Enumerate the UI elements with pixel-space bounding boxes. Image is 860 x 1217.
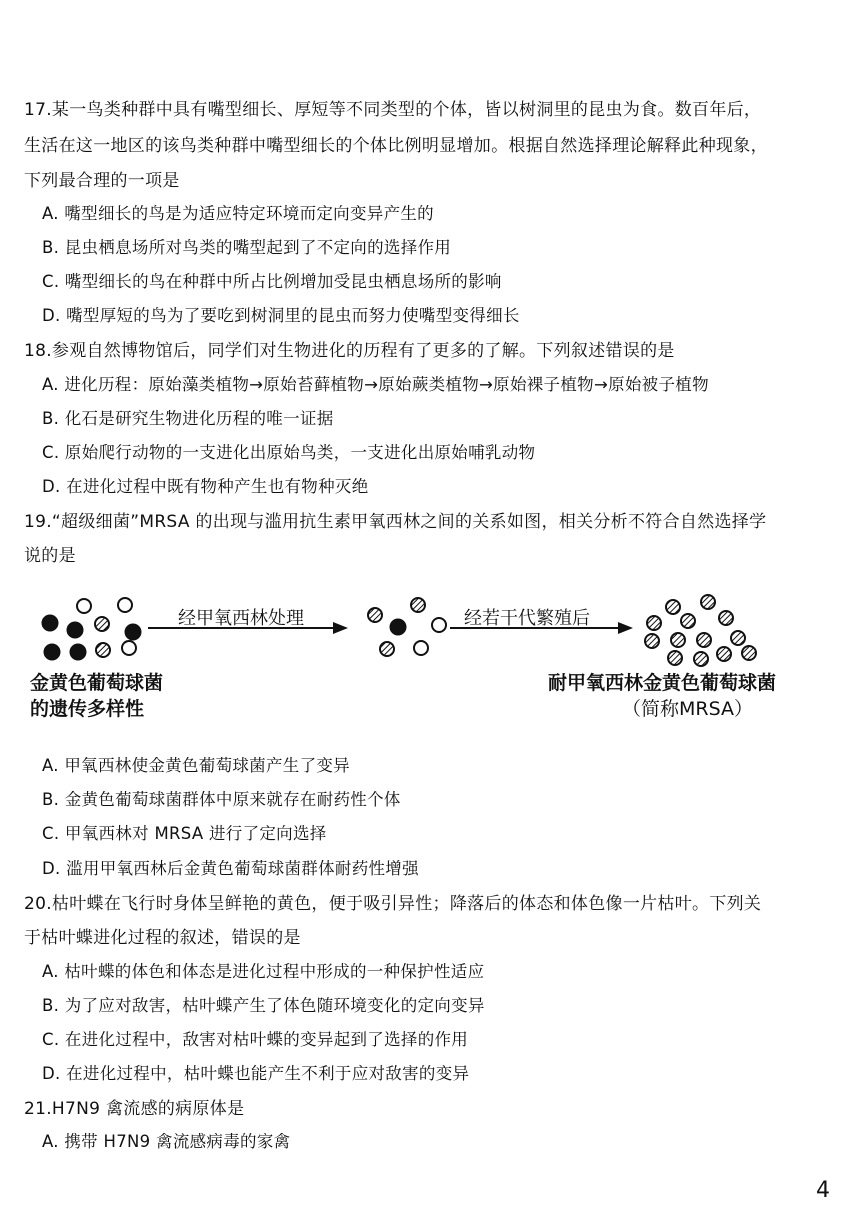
q18-option-d: D. 在进化过程中既有物种产生也有物种灭绝 bbox=[42, 477, 369, 496]
arrow-1-head bbox=[333, 622, 348, 634]
q19-option-b: B. 金黄色葡萄球菌群体中原来就存在耐药性个体 bbox=[42, 790, 401, 809]
q19-option-a: A. 甲氧西林使金黄色葡萄球菌产生了变异 bbox=[42, 756, 350, 775]
q17-option-d: D. 嘴型厚短的鸟为了要吃到树洞里的昆虫而努力使嘴型变得细长 bbox=[42, 306, 520, 325]
q17-stem-line2: 生活在这一地区的该鸟类种群中嘴型细长的个体比例明显增加。根据自然选择理论解释此种现象， bbox=[24, 136, 768, 156]
q19-option-d: D. 滥用甲氧西林后金黄色葡萄球菌群体耐药性增强 bbox=[42, 859, 419, 878]
q20-option-c: C. 在进化过程中，敌害对枯叶蝶的变异起到了选择的作用 bbox=[42, 1030, 469, 1049]
arrow-2-head bbox=[618, 622, 633, 634]
q18-stem: 18.参观自然博物馆后，同学们对生物进化的历程有了更多的了解。下列叙述错误的是 bbox=[24, 341, 675, 361]
arrow-2-label: 经若干代繁殖后 bbox=[464, 608, 590, 629]
mrsa-label-line1: 耐甲氧西林金黄色葡萄球菌 bbox=[548, 672, 777, 694]
q17-stem-line1: 17.某一鸟类种群中具有嘴型细长、厚短等不同类型的个体，皆以树洞里的昆虫为食。数百年后， bbox=[24, 100, 762, 120]
q18-option-c: C. 原始爬行动物的一支进化出原始鸟类，一支进化出原始哺乳动物 bbox=[42, 443, 536, 462]
q21-option-a: A. 携带 H7N9 禽流感病毒的家禽 bbox=[42, 1132, 291, 1151]
q18-option-a: A. 进化历程：原始藻类植物→原始苔藓植物→原始蕨类植物→原始裸子植物→原始被子植物 bbox=[42, 375, 709, 394]
q20-stem-line2: 于枯叶蝶进化过程的叙述，错误的是 bbox=[24, 928, 301, 948]
arrow-1-label: 经甲氧西林处理 bbox=[178, 608, 304, 629]
q20-option-d: D. 在进化过程中，枯叶蝶也能产生不利于应对敌害的变异 bbox=[42, 1064, 470, 1083]
q20-option-b: B. 为了应对敌害，枯叶蝶产生了体色随环境变化的定向变异 bbox=[42, 996, 485, 1015]
q17-option-a: A. 嘴型细长的鸟是为适应特定环境而定向变异产生的 bbox=[42, 204, 434, 223]
q17-option-b: B. 昆虫栖息场所对鸟类的嘴型起到了不定向的选择作用 bbox=[42, 238, 452, 257]
q19-stem-line1: 19.“超级细菌”MRSA 的出现与滥用抗生素甲氧西林之间的关系如图，相关分析不符合自然选择学 bbox=[24, 512, 767, 532]
diversity-label-line1: 金黄色葡萄球菌 bbox=[30, 672, 164, 694]
mrsa-population bbox=[645, 595, 756, 666]
q20-stem-line1: 20.枯叶蝶在飞行时身体呈鲜艳的黄色，便于吸引异性；降落后的体态和体色像一片枯叶。下列关 bbox=[24, 894, 762, 914]
q18-option-b: B. 化石是研究生物进化历程的唯一证据 bbox=[42, 409, 334, 428]
q19-stem-line2: 说的是 bbox=[24, 546, 76, 566]
mrsa-label-line2: （简称MRSA） bbox=[622, 698, 754, 720]
mrsa-selection-diagram bbox=[30, 590, 840, 730]
q19-option-c: C. 甲氧西林对 MRSA 进行了定向选择 bbox=[42, 824, 327, 843]
surviving-population bbox=[368, 598, 446, 656]
q17-option-c: C. 嘴型细长的鸟在种群中所占比例增加受昆虫栖息场所的影响 bbox=[42, 272, 502, 291]
diversity-label-line2: 的遗传多样性 bbox=[30, 698, 145, 720]
q17-stem-line3: 下列最合理的一项是 bbox=[24, 171, 180, 191]
q20-option-a: A. 枯叶蝶的体色和体态是进化过程中形成的一种保护性适应 bbox=[42, 962, 485, 981]
initial-population bbox=[43, 598, 141, 660]
page-number: 4 bbox=[816, 1178, 830, 1203]
q21-stem: 21.H7N9 禽流感的病原体是 bbox=[24, 1099, 245, 1119]
